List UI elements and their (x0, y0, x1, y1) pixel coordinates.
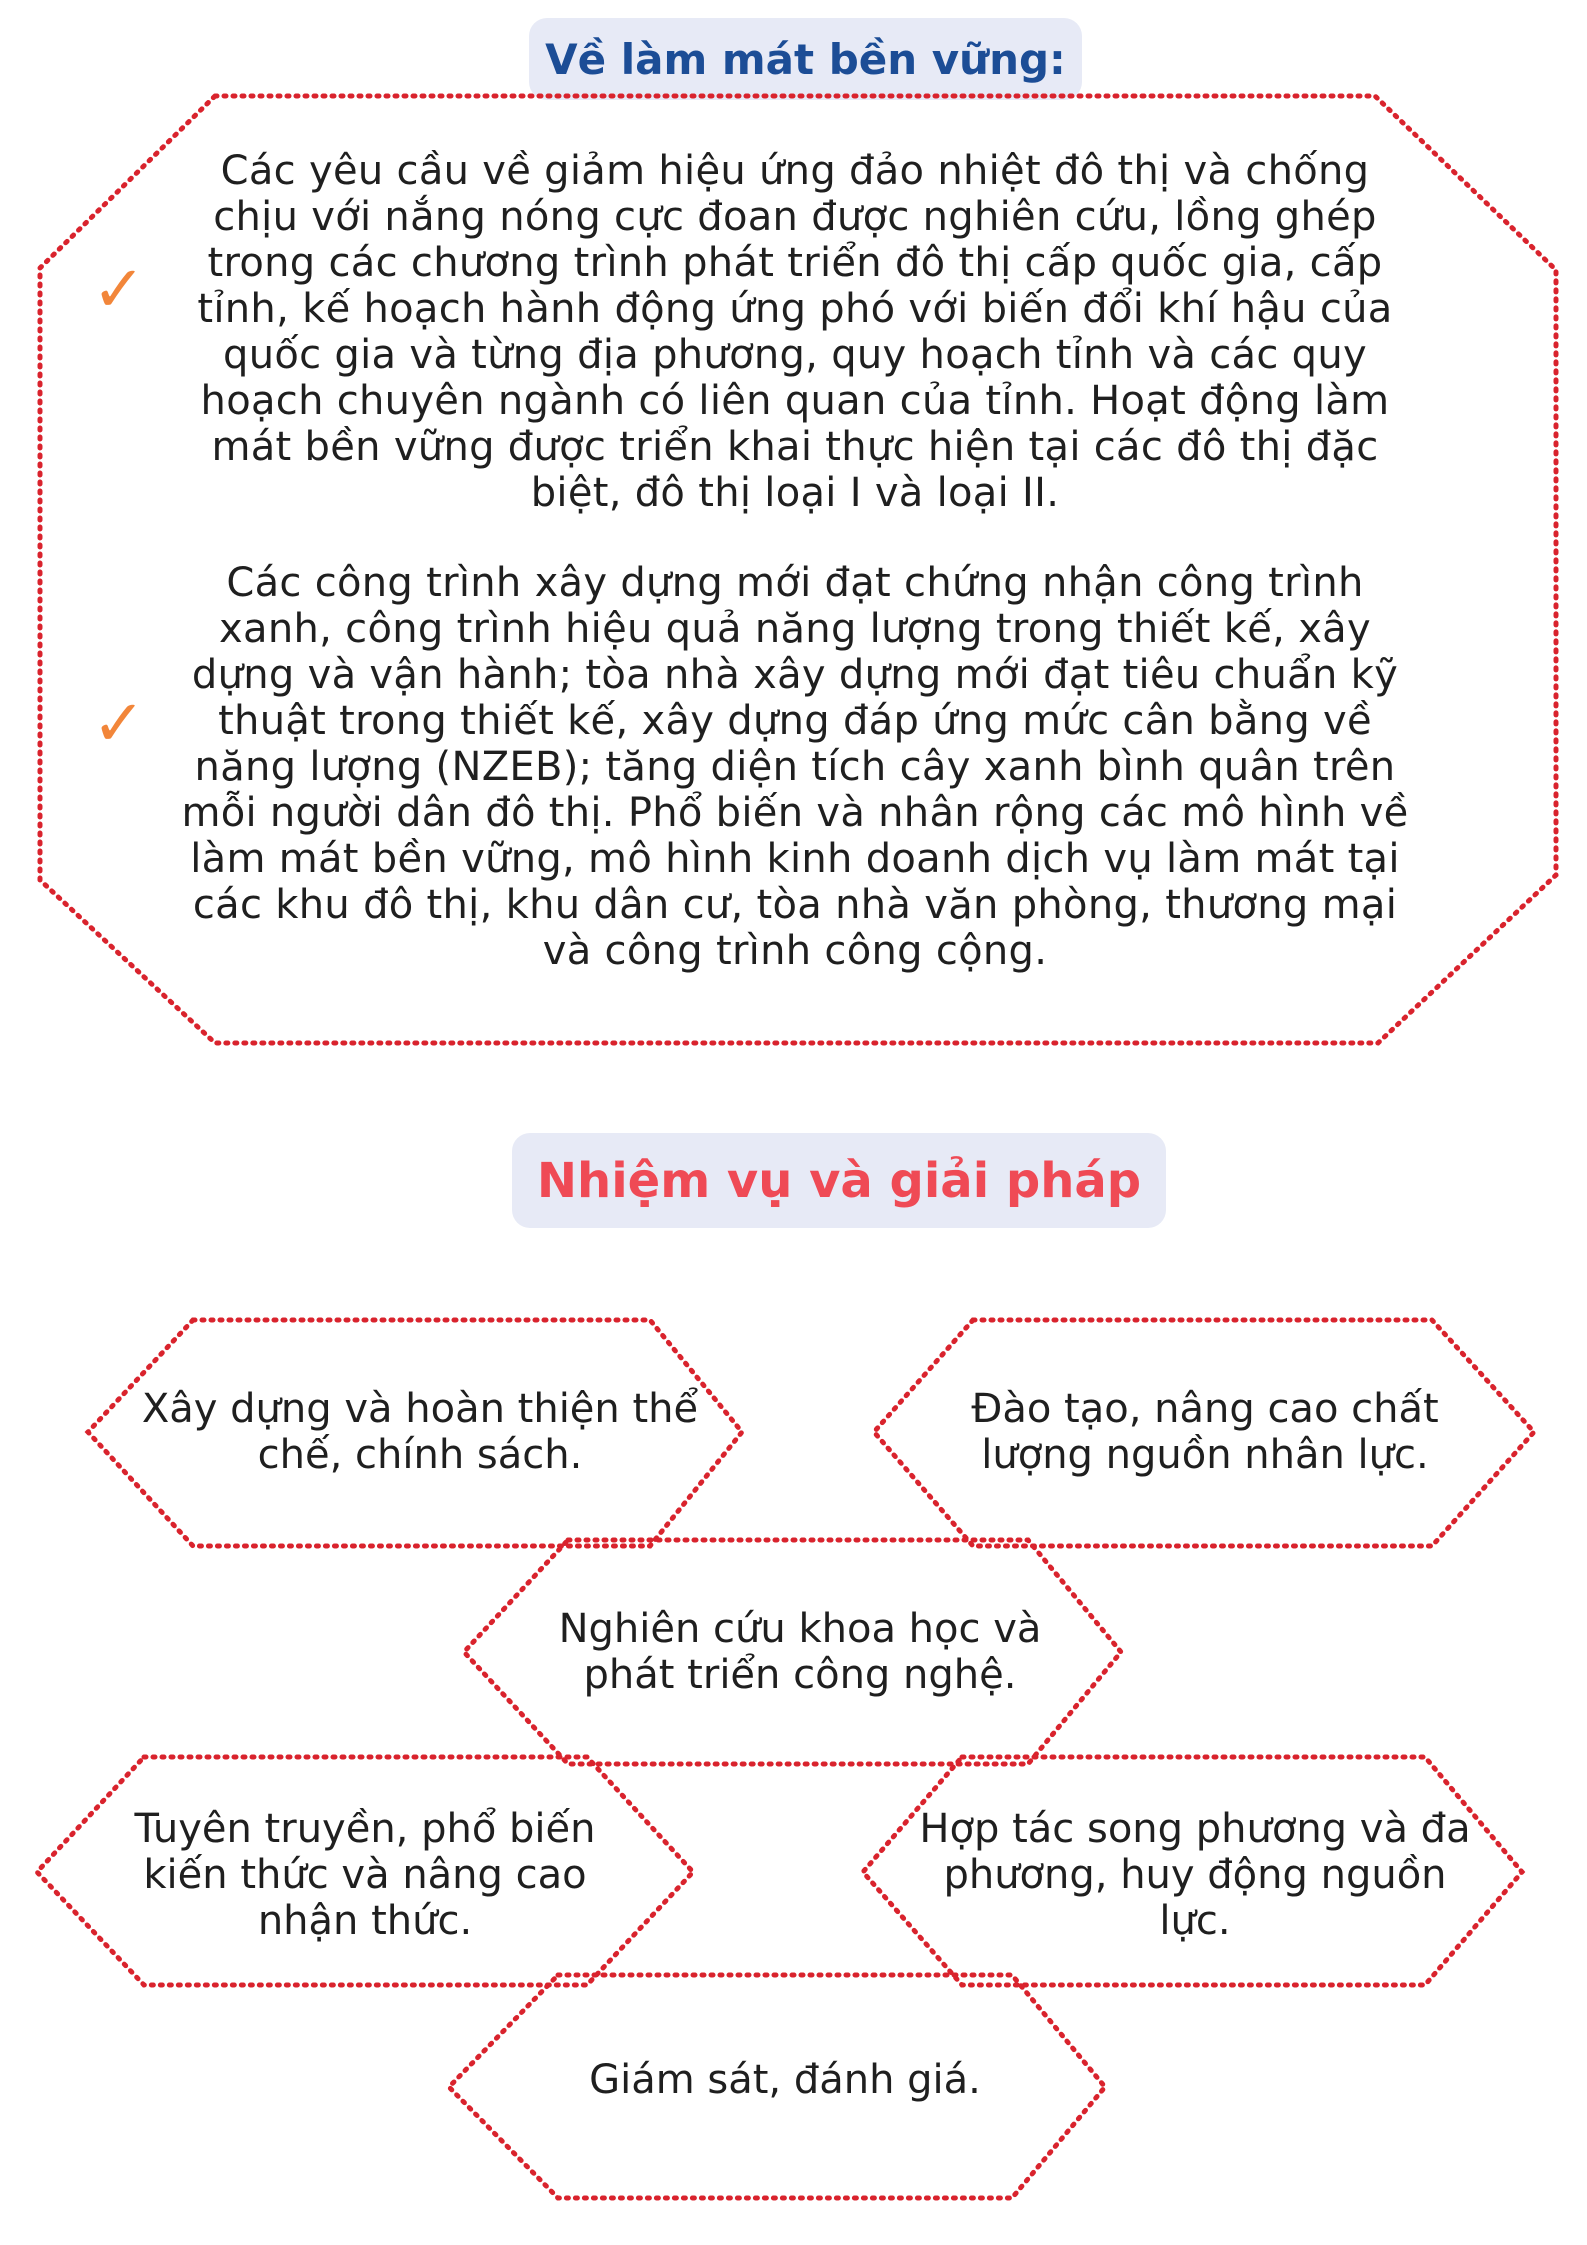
solution-item: Nghiên cứu khoa học và phát triển công nghệ. (558, 1606, 1042, 1698)
solution-item: Giám sát, đánh giá. (589, 2057, 981, 2103)
section-title-tasks-solutions: Nhiệm vụ và giải pháp (512, 1133, 1166, 1228)
checkmark-icon: ✓ (92, 687, 146, 761)
requirement-paragraph: Các công trình xây dựng mới đạt chứng nhận công trình xanh, công trình hiệu quả năng lượng trong thiết kế, xây dựng và vận hành; tòa nhà xây dựng mới đạt tiêu chuẩn kỹ thuật trong thiết kế, xây dựng đáp ứng mức cân bằng về năng lượng (NZEB); tăng diện tích cây xanh bình quân trên mỗi người dân đô thị. Phổ biến và nhân rộng các mô hình về làm mát bền vững, mô hình kinh doanh dịch vụ làm mát tại các khu đô thị, khu dân cư, tòa nhà văn phòng, thương mại và công trình công cộng. (181, 560, 1409, 974)
solution-item: Hợp tác song phương và đa phương, huy động nguồn lực. (919, 1806, 1471, 1944)
section-title-sustainable-cooling: Về làm mát bền vững: (529, 18, 1082, 100)
solution-item: Tuyên truyền, phổ biến kiến thức và nâng cao nhận thức. (134, 1806, 596, 1944)
requirement-paragraph: Các yêu cầu về giảm hiệu ứng đảo nhiệt đô thị và chống chịu với nắng nóng cực đoan được nghiên cứu, lồng ghép trong các chương trình phát triển đô thị cấp quốc gia, cấp tỉnh, kế hoạch hành động ứng phó với biến đổi khí hậu của quốc gia và từng địa phương, quy hoạch tỉnh và các quy hoạch chuyên ngành có liên quan của tỉnh. Hoạt động làm mát bền vững được triển khai thực hiện tại các đô thị đặc biệt, đô thị loại I và loại II. (197, 148, 1393, 516)
solution-item: Xây dựng và hoàn thiện thể chế, chính sách. (141, 1386, 699, 1478)
checkmark-icon: ✓ (92, 253, 146, 327)
solution-item: Đào tạo, nâng cao chất lượng nguồn nhân lực. (971, 1386, 1439, 1478)
